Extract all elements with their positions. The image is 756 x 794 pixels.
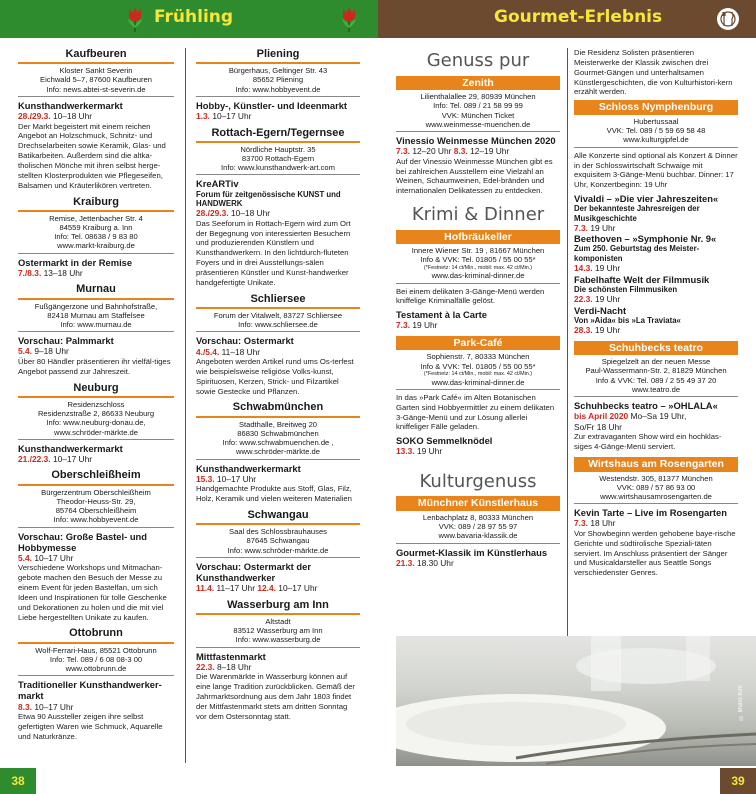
venue-address: Sophienstr. 7, 80333 München Info & VVK: Tel. 01805 / 55 00 55*	[420, 352, 536, 371]
listing-kuenstlerhaus	[396, 496, 560, 568]
event-date	[18, 454, 174, 465]
event-date	[574, 263, 738, 274]
time-value: 12–20 Uhr	[412, 146, 452, 157]
listing-park-cafe	[396, 336, 560, 457]
venue-address: Bürgerzentrum Oberschleißheim Theodor-Heuss-Str. 29, 85764 Oberschleißheim Info: www.hobbyevent.de	[18, 488, 174, 528]
event-date	[574, 223, 738, 234]
time-value: 8–18 Uhr	[216, 661, 252, 672]
listing-schliersee	[196, 293, 360, 397]
plate-and-cutlery-illustration	[396, 636, 756, 766]
plate-cutlery-icon	[716, 7, 740, 31]
venue-address: Spiegelzelt an der neuen Messe Paul-Wassermann-Str. 2, 81829 München Info & VVK: Tel. 089 / 2 55 49 37 20 www.teatro.de	[574, 357, 738, 397]
listing-murnau	[18, 283, 174, 376]
event-date	[196, 662, 360, 673]
section-heading: Genuss pur	[426, 50, 530, 71]
event-title: Traditioneller Kunsthandwerker-markt	[18, 679, 162, 702]
time-value: 11–18 Uhr	[221, 346, 261, 357]
town-heading: Kaufbeuren	[18, 48, 174, 64]
listing-nymphenburg	[574, 100, 738, 335]
venue-address: Bürgerhaus, Geltinger Str. 43 85652 Pliening Info: www.hobbyevent.de	[196, 66, 360, 97]
venue-website: www.das-kriminal-dinner.de	[396, 378, 560, 390]
date-value: 21./22.3.	[18, 453, 51, 464]
town-heading: Kraiburg	[18, 196, 174, 212]
time-value: 19 Uhr	[590, 222, 616, 233]
date-value: 5.4.	[18, 346, 32, 357]
venue-address: Kloster Sankt Severin Eichwald 5–7, 87600 Kaufbeuren Info: news.abtei-st-severin.de	[18, 66, 174, 97]
time-value: 10–17 Uhr	[212, 111, 252, 122]
time-value: 9–18 Uhr	[34, 346, 69, 357]
tulip-icon	[340, 6, 358, 32]
event-date	[396, 320, 560, 331]
town-heading: Rottach-Egern/Tegernsee	[196, 127, 360, 143]
time-value: 19 Uhr	[594, 325, 621, 336]
event-date	[18, 268, 174, 279]
listing-schwabmuenchen	[196, 401, 360, 504]
date-value: 21.3.	[396, 557, 415, 568]
footnote: (*Festnetz: 14 ct/Min., mobil: max. 42 ct/Min.)	[423, 264, 533, 271]
time-value: 10–17 Uhr	[278, 583, 318, 594]
event-title: Beethoven – »Symphonie Nr. 9«	[574, 233, 717, 245]
event-date	[196, 347, 360, 358]
venue-address: Altstadt 83512 Wasserburg am Inn Info: www.wasserburg.de	[196, 617, 360, 648]
date-value: 7.3.	[396, 320, 410, 331]
event-subtitle: Forum für zeitgenössische KUNST und HANDWERK	[196, 189, 341, 208]
date-value: 12.4.	[257, 583, 276, 594]
venue-address: Wolf-Ferrari-Haus, 85521 Ottobrunn Info: Tel. 089 / 6 08 08-3 00 www.ottobrunn.de	[18, 646, 174, 677]
event-title: Mittfastenmarkt	[196, 650, 266, 662]
event-date	[18, 111, 174, 122]
venue-address: Lilienthalallee 29, 80939 München Info: Tel. 089 / 21 58 99 99 VVK: München Ticket www.weinmesse-muenchen.de	[396, 92, 560, 132]
event-date	[574, 411, 738, 422]
listing-wasserburg	[196, 599, 360, 722]
column-2	[196, 48, 360, 726]
town-heading: Ottobrunn	[18, 627, 174, 643]
event-title: Hobby-, Künstler- und Ideenmarkt	[196, 99, 348, 111]
column-1	[18, 48, 174, 747]
date-value: 28./29.3.	[196, 208, 229, 219]
footnote: (*Festnetz: 14 ct/Min., mobil: max. 42 ct/Min.)	[423, 370, 533, 377]
event-description: Alle Konzerte sind optional als Konzert & Dinner in der Schlosswirtschaft Schwaige mit exquisitem 3-Gänge-Menü buchbar. Dinner: 17 Uhr, Konzertbeginn: 19 Uhr	[574, 150, 738, 190]
venue-heading: Münchner Künstlerhaus	[396, 496, 560, 511]
event-time-extra: So/Fr 18 Uhr	[574, 421, 622, 432]
venue-heading: Schuhbecks teatro	[574, 341, 738, 356]
event-description: Bei einem delikaten 3-Gänge-Menü werden kniffelige Kriminalfälle gelöst.	[396, 286, 545, 306]
event-description: In das »Park Café« im Alten Botanischen Garten sind Hobbyermittler zu einem delikaten 3-Gänge-Menü und zur Lösung allerlei kniffeliger Fälle geladen.	[396, 392, 555, 432]
venue-address: Nördliche Hauptstr. 35 83700 Rottach-Egern Info: www.kunsthandwerk-art.com	[196, 145, 360, 176]
photo-credit: © Mario Kim	[738, 685, 744, 720]
venue-address: Forum der Vitalwelt, 83727 Schliersee Info: www.schliersee.de	[196, 311, 360, 333]
section-heading: Kulturgenuss	[419, 470, 537, 492]
table-setting-photo	[396, 636, 756, 766]
header-left-title: Frühling	[154, 7, 234, 27]
time-value: 10–18 Uhr	[52, 111, 93, 122]
date-value: 8.3.	[453, 146, 468, 157]
date-value: 4./5.4.	[196, 346, 220, 357]
venue-heading: Park-Café	[396, 336, 560, 351]
page-number-right: 39	[720, 768, 756, 794]
venue-address: Remise, Jettenbacher Str. 4 84559 Kraiburg a. Inn Info: Tel. 08638 / 9 83 80 www.markt-kraiburg.de	[18, 214, 174, 254]
header-right-title: Gourmet-Erlebnis	[494, 7, 663, 27]
event-date	[196, 474, 360, 485]
time-value: 13–18 Uhr	[43, 267, 83, 278]
town-heading: Pliening	[196, 48, 360, 64]
date-value: 28.3.	[574, 325, 593, 336]
town-heading: Oberschleißheim	[18, 469, 174, 485]
venue-address: Residenzschloss Residenzstraße 2, 86633 Neuburg Info: www.neuburg-donau.de, www.schröder-märkte.de	[18, 400, 174, 440]
event-title: Vorschau: Palmmarkt	[18, 335, 114, 347]
time-value: 10–17 Uhr	[34, 701, 74, 712]
venue-heading: Hofbräukeller	[396, 230, 560, 245]
header-right	[378, 0, 756, 38]
column-3	[396, 48, 560, 573]
event-date	[18, 553, 174, 564]
header-left	[0, 0, 378, 38]
time-value: 19 Uhr	[594, 294, 621, 305]
event-title: Kunsthandwerkermarkt	[18, 442, 123, 454]
event-description: Angeboten werden Artikel rund ums Os-terfest wie beispielsweise religiöse Volks-kunst, Spirituosen, Kerzen, Strick- und Filzartikel sowie Gestecke und Pflanzen.	[196, 357, 354, 396]
event-title: Testament à la Carte	[396, 309, 488, 321]
event-description: Über 80 Händler präsentieren ihr vielfäl-tiges Angebot passend zur Jahreszeit.	[18, 356, 171, 376]
time-value: 19 Uhr	[412, 320, 438, 331]
event-description: Vor Showbeginn werden gehobene baye-rische Gerichte und südtirolische Speziali-täten serviert. Im Anschluss präsentiert der Sänger und Musicaldarsteller aus Seattle Songs verschiedenster Genres.	[574, 528, 736, 578]
intro-text: Die Residenz Solisten präsentieren Meisterwerke der Klassik zwischen drei Gourmet-Gängen und unterhaltsamen Künstlergeschichten, die von Kulturhistori-kern erzählt werden.	[574, 48, 733, 97]
listing-pliening	[196, 48, 360, 122]
listing-kraiburg	[18, 196, 174, 279]
venue-address: Stadthalle, Breitweg 20 86830 Schwabmünchen Info: www.schwabmuenchen.de , www.schröder-märkte.de	[196, 420, 360, 460]
town-heading: Neuburg	[18, 382, 174, 398]
event-description: Handgemachte Produkte aus Stoff, Glas, Filz, Holz, Keramik und vielen weiteren Materialien	[196, 484, 352, 504]
event-title: KreARTiv	[196, 178, 239, 190]
time-value: 18 Uhr	[590, 518, 616, 529]
event-title: SOKO Semmelknödel	[396, 435, 493, 447]
date-value: 22.3.	[196, 661, 215, 672]
date-value: bis April 2020	[574, 411, 629, 422]
town-heading: Schwangau	[196, 509, 360, 525]
event-title: Ostermarkt in der Remise	[18, 256, 133, 268]
event-title: Kevin Tarte – Live im Rosengarten	[574, 507, 727, 519]
event-description: Der Markt begeistert mit einem reichen Angebot an Holzschmuck, Schnitz- und Drechselarbeiten sowie Keramik, Glas- und Batikarbeiten. Außerdem sind die altka-tholischen Mönche mit ihren selbst herge-stellten Klosterprodukten wie Pflegeseifen, Balsamen und Kräuterlikören vertreten.	[18, 121, 166, 190]
venue-address: Lenbachplatz 8, 80333 München VVK: 089 / 28 97 55 97 www.bavaria-klassik.de	[396, 513, 560, 544]
event-date	[196, 583, 360, 594]
event-title: Vinessio Weinmesse München 2020	[396, 135, 556, 147]
listing-kaufbeuren	[18, 48, 174, 191]
event-date	[396, 446, 560, 457]
time-value: Mo–Sa 19 Uhr,	[630, 411, 687, 422]
column-4	[574, 48, 738, 583]
town-heading: Schwabmünchen	[196, 401, 360, 417]
town-heading: Schliersee	[196, 293, 360, 309]
venue-heading: Zenith	[396, 76, 560, 91]
date-value: 7.3.	[574, 518, 588, 529]
listing-neuburg	[18, 382, 174, 465]
venue-address: Hubertussaal VVK: Tel. 089 / 5 59 69 58 48 www.kulturgipfel.de	[574, 117, 738, 148]
date-value: 13.3.	[396, 446, 415, 457]
event-date	[574, 325, 738, 336]
event-title: Gourmet-Klassik im Künstlerhaus	[396, 546, 548, 558]
listing-rosengarten	[574, 457, 738, 578]
venue-address: Saal des Schlossbrauhauses 87645 Schwangau Info: www.schröder-märkte.de	[196, 527, 360, 558]
listing-ottobrunn	[18, 627, 174, 741]
event-date	[196, 111, 360, 122]
page-number-left: 38	[0, 768, 36, 794]
listing-oberschleissheim	[18, 469, 174, 622]
listing-schuhbecks-teatro	[574, 341, 738, 452]
date-value: 28./29.3.	[18, 111, 51, 122]
event-date	[18, 346, 174, 357]
time-value: 10–18 Uhr	[230, 208, 271, 219]
event-title: Vorschau: Ostermarkt	[196, 335, 294, 347]
listing-hofbraeukeller	[396, 230, 560, 331]
time-value: 11–17 Uhr	[216, 583, 255, 594]
venue-address: Fußgängerzone und Bahnhofstraße, 82418 Murnau am Staffelsee Info: www.murnau.de	[18, 302, 174, 333]
time-value: 12–19 Uhr	[470, 146, 510, 157]
event-title: Vorschau: Ostermarkt der Kunsthandwerker	[196, 560, 311, 584]
venue-website: www.das-kriminal-dinner.de	[396, 271, 560, 283]
time-value: 19 Uhr	[594, 263, 621, 274]
venue-heading: Schloss Nymphenburg	[574, 100, 738, 115]
venue-heading: Wirtshaus am Rosengarten	[574, 457, 738, 472]
tulip-icon	[126, 6, 144, 32]
listing-zenith	[396, 76, 560, 197]
event-date	[574, 518, 738, 529]
event-description: Das Seeforum in Rottach-Egern wird zum Ort der Begegnung von interessierten Besuchern und produzierenden Künstlern und Kunsthandwerkern. In den lichtdurch-fluteten Foyers und in drei Ausstellungs-sälen präsentieren Künstler und Kunst-handwerker handgefertigte Unikate.	[196, 218, 351, 287]
column-divider	[567, 48, 568, 636]
date-value: 5.4.	[18, 552, 32, 563]
column-divider	[185, 48, 186, 763]
event-date	[196, 208, 360, 219]
event-subtitle: Zum 250. Geburtstag des Meister-komponisten	[574, 244, 700, 263]
date-value: 14.3.	[574, 263, 593, 274]
event-title: Kunsthandwerkermarkt	[196, 462, 301, 474]
date-value: 22.3.	[574, 294, 593, 305]
event-title: Kunsthandwerkermarkt	[18, 99, 123, 111]
date-value: 7./8.3.	[18, 267, 42, 278]
town-heading: Murnau	[18, 283, 174, 299]
event-date	[396, 558, 560, 569]
event-description: Etwa 90 Aussteller zeigen ihre selbst gefertigten Waren wie Schmuck, Aquarelle und Naturkränze.	[18, 712, 163, 741]
venue-address: Innere Wiener Str. 19 , 81667 München Info & VVK: Tel. 01805 / 55 00 55*	[411, 246, 545, 265]
listing-schwangau	[196, 509, 360, 594]
date-value: 15.3.	[196, 473, 215, 484]
event-description: Zur extravaganten Show wird ein hochklas-siges 4-Gänge-Menü serviert.	[574, 432, 722, 452]
event-title: Schuhbecks teatro – »OHLALA«	[574, 400, 718, 412]
event-subtitle: Der bekannteste Jahresreigen der Musikgeschichte	[574, 204, 700, 223]
date-value: 11.4.	[196, 583, 215, 594]
date-value: 8.3.	[18, 701, 32, 712]
event-title: Fabelhafte Welt der Filmmusik	[574, 273, 710, 285]
date-value: 7.3.	[396, 146, 410, 157]
event-title: Vorschau: Große Bastel- und Hobbymesse	[18, 530, 148, 553]
event-description: Verschiedene Workshops und Mitmachan-gebote machen den Besuch der Messe zu einem Event für jeden Bastelfan, um sich Ideen und Inspirationen für tolle Geschenke und Dekorationen zu holen und die mit viel Liebe hergestellten Unikate zu kaufen.	[18, 563, 167, 622]
time-value: 18.30 Uhr	[416, 557, 454, 568]
date-value: 7.3.	[574, 222, 588, 233]
event-date	[396, 146, 560, 157]
date-value: 1.3.	[196, 111, 210, 122]
time-value: 10–17 Uhr	[34, 552, 74, 563]
event-date	[18, 702, 174, 713]
time-value: 19 Uhr	[416, 446, 443, 457]
event-title: Verdi-Nacht	[574, 304, 627, 316]
event-description: Die Warenmärkte in Wasserburg können auf eine lange Tradition zurückblicken. Gemäß der Jahrmarktsordnung aus dem Jahr 1803 findet der Mittfastenmarkt stets am dritten Sonntag vor dem Ostersonntag statt.	[196, 672, 355, 721]
time-value: 10–17 Uhr	[216, 473, 257, 484]
time-value: 10–17 Uhr	[52, 453, 93, 464]
event-description: Auf der Vinessio Weinmesse München gibt es bei zahlreichen Ausstellern eine Vielzahl an Weinen, Schaumweinen, Edel-bränden und internationalen Delikatessen zu entdecken.	[396, 156, 553, 196]
listing-rottach-egern	[196, 127, 360, 288]
event-subtitle: Die schönsten Filmmusiken	[574, 284, 678, 294]
section-heading: Krimi & Dinner	[411, 204, 545, 226]
event-date	[574, 294, 738, 305]
venue-address: Westendstr. 305, 81377 München VVK: 089 / 57 86 93 00 www.wirtshausamrosengarten.de	[574, 474, 738, 505]
event-subtitle: Von »Aida« bis »La Traviata«	[574, 315, 681, 325]
town-heading: Wasserburg am Inn	[196, 599, 360, 615]
event-title: Vivaldi – »Die vier Jahreszeiten«	[574, 193, 719, 205]
